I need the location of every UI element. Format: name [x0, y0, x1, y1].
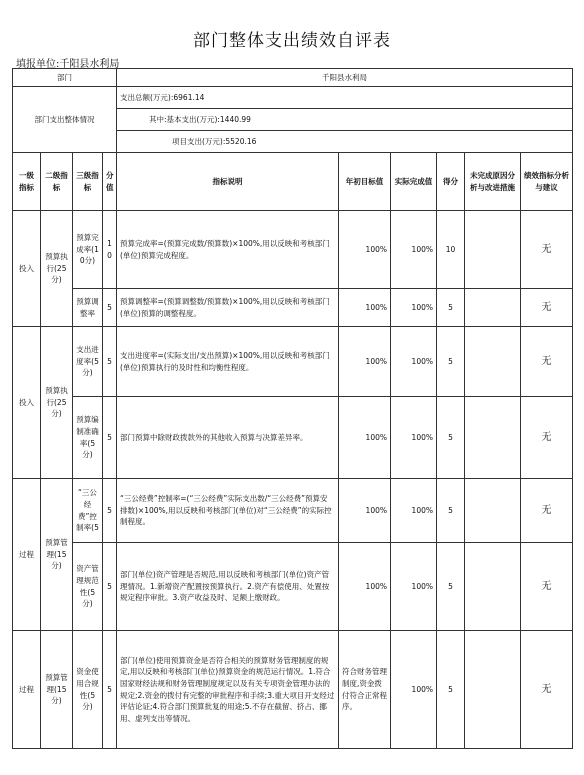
table-row — [13, 211, 573, 289]
actual-cell: 100% — [391, 289, 437, 327]
reason-cell — [465, 289, 521, 327]
level1-cell: 投入 — [13, 211, 41, 327]
target-cell: 100% — [339, 211, 391, 289]
level2-cell: 预算管理(15分) — [41, 479, 73, 631]
reason-cell — [465, 211, 521, 289]
suggestion-cell: 无 — [521, 543, 573, 631]
page-title: 部门整体支出绩效自评表 — [193, 31, 391, 51]
suggestion-cell: 无 — [521, 631, 573, 749]
project-expense: 项目支出(万元):5520.16 — [117, 131, 573, 153]
actual-cell: 100% — [391, 543, 437, 631]
target-cell: 100% — [339, 289, 391, 327]
score-cell: 5 — [103, 543, 117, 631]
score-cell: 5 — [103, 397, 117, 479]
target-cell: 100% — [339, 397, 391, 479]
table-row — [13, 479, 573, 543]
level1-cell: 投入 — [13, 327, 41, 479]
got-score-cell: 5 — [437, 289, 465, 327]
header-level2: 二级指标 — [41, 153, 73, 211]
actual-cell: 100% — [391, 631, 437, 749]
dept-row — [13, 69, 573, 87]
actual-cell: 100% — [391, 479, 437, 543]
actual-cell: 100% — [391, 211, 437, 289]
header-got-score: 得分 — [437, 153, 465, 211]
suggestion-cell: 无 — [521, 211, 573, 289]
suggestion-cell: 无 — [521, 289, 573, 327]
got-score-cell: 5 — [437, 543, 465, 631]
score-cell: 5 — [103, 631, 117, 749]
header-description: 指标说明 — [117, 153, 339, 211]
dept-label: 部门 — [13, 69, 117, 87]
performance-table — [12, 68, 573, 749]
target-cell: 符合财务管理制度,资金拨付符合正常程序。 — [339, 631, 391, 749]
level3-cell: 资产管理规范性(5分) — [73, 543, 103, 631]
description-cell: “三公经费”控制率=(“三公经费”实际支出数/“三公经费”预算安排数)×100%,用以反映和考核部门(单位)对“三公经费”的实际控制程度。 — [117, 479, 339, 543]
reason-cell — [465, 543, 521, 631]
overall-row — [13, 87, 573, 109]
target-cell: 100% — [339, 327, 391, 397]
level3-cell: 资金使用合规性(5分) — [73, 631, 103, 749]
got-score-cell: 10 — [437, 211, 465, 289]
header-suggestion: 绩效指标分析与建议 — [521, 153, 573, 211]
target-cell: 100% — [339, 479, 391, 543]
reason-cell — [465, 327, 521, 397]
reason-cell — [465, 631, 521, 749]
level3-cell: “三公经费”控制率(5 — [73, 479, 103, 543]
level1-cell: 过程 — [13, 631, 41, 749]
table-row — [13, 631, 573, 749]
level2-cell: 预算管理(15分) — [41, 631, 73, 749]
level3-cell: 支出进度率(5分) — [73, 327, 103, 397]
score-cell: 5 — [103, 479, 117, 543]
description-cell: 部门(单位)资产管理是否规范,用以反映和考核部门(单位)资产管理情况。1.新增资产配置按预算执行。2.资产有偿使用、处置按规定程序审批。3.资产收益及时、足额上缴财政。 — [117, 543, 339, 631]
header-row — [13, 153, 573, 211]
got-score-cell: 5 — [437, 479, 465, 543]
table-row — [13, 289, 573, 327]
got-score-cell: 5 — [437, 327, 465, 397]
suggestion-cell: 无 — [521, 479, 573, 543]
reason-cell — [465, 479, 521, 543]
header-level3: 三级指标 — [73, 153, 103, 211]
level3-cell: 预算编制准确率(5分) — [73, 397, 103, 479]
got-score-cell: 5 — [437, 397, 465, 479]
table-row — [13, 327, 573, 397]
header-level1: 一级指标 — [13, 153, 41, 211]
score-cell: 5 — [103, 327, 117, 397]
header-actual: 实际完成值 — [391, 153, 437, 211]
description-cell: 部门预算中除财政拨款外的其他收入预算与决算差异率。 — [117, 397, 339, 479]
description-cell: 支出进度率=(实际支出/支出预算)×100%,用以反映和考核部门(单位)预算执行的及时性和均衡性程度。 — [117, 327, 339, 397]
actual-cell: 100% — [391, 397, 437, 479]
dept-name: 千阳县水利局 — [117, 69, 573, 87]
actual-cell: 100% — [391, 327, 437, 397]
level3-cell: 预算调整率 — [73, 289, 103, 327]
suggestion-cell: 无 — [521, 397, 573, 479]
reporting-unit: 填报单位:千阳县水利局 — [16, 59, 120, 70]
score-cell: 5 — [103, 289, 117, 327]
header-target: 年初目标值 — [339, 153, 391, 211]
level3-cell: 预算完成率(10分) — [73, 211, 103, 289]
overall-label: 部门支出整体情况 — [13, 87, 117, 153]
level1-cell: 过程 — [13, 479, 41, 631]
description-cell: 部门(单位)使用预算资金是否符合相关的预算财务管理制度的规定,用以反映和考核部门(单位)预算资金的规范运行情况。1.符合国家财经法规和财务管理制度规定以及有关专项资金管理办法的规定;2.资金的拨付有完整的审批程序和手续;3.重大项目开支经过评估论证;4.符合部门预算批复的用途;5.不存在截留、挤占、挪用、虚列支出等情况。 — [117, 631, 339, 749]
table-row — [13, 397, 573, 479]
description-cell: 预算调整率=(预算调整数/预算数)×100%,用以反映和考核部门(单位)预算的调整程度。 — [117, 289, 339, 327]
target-cell: 100% — [339, 543, 391, 631]
suggestion-cell: 无 — [521, 327, 573, 397]
level2-cell: 预算执行(25分) — [41, 327, 73, 479]
header-reason: 未完成原因分析与改进措施 — [465, 153, 521, 211]
header-score: 分值 — [103, 153, 117, 211]
got-score-cell: 5 — [437, 631, 465, 749]
total-expense: 支出总额(万元):6961.14 — [117, 87, 573, 109]
basic-expense: 其中:基本支出(万元):1440.99 — [117, 109, 573, 131]
score-cell: 10 — [103, 211, 117, 289]
reason-cell — [465, 397, 521, 479]
description-cell: 预算完成率=(预算完成数/预算数)×100%,用以反映和考核部门(单位)预算完成程度。 — [117, 211, 339, 289]
table-row — [13, 543, 573, 631]
level2-cell: 预算执行(25分) — [41, 211, 73, 327]
